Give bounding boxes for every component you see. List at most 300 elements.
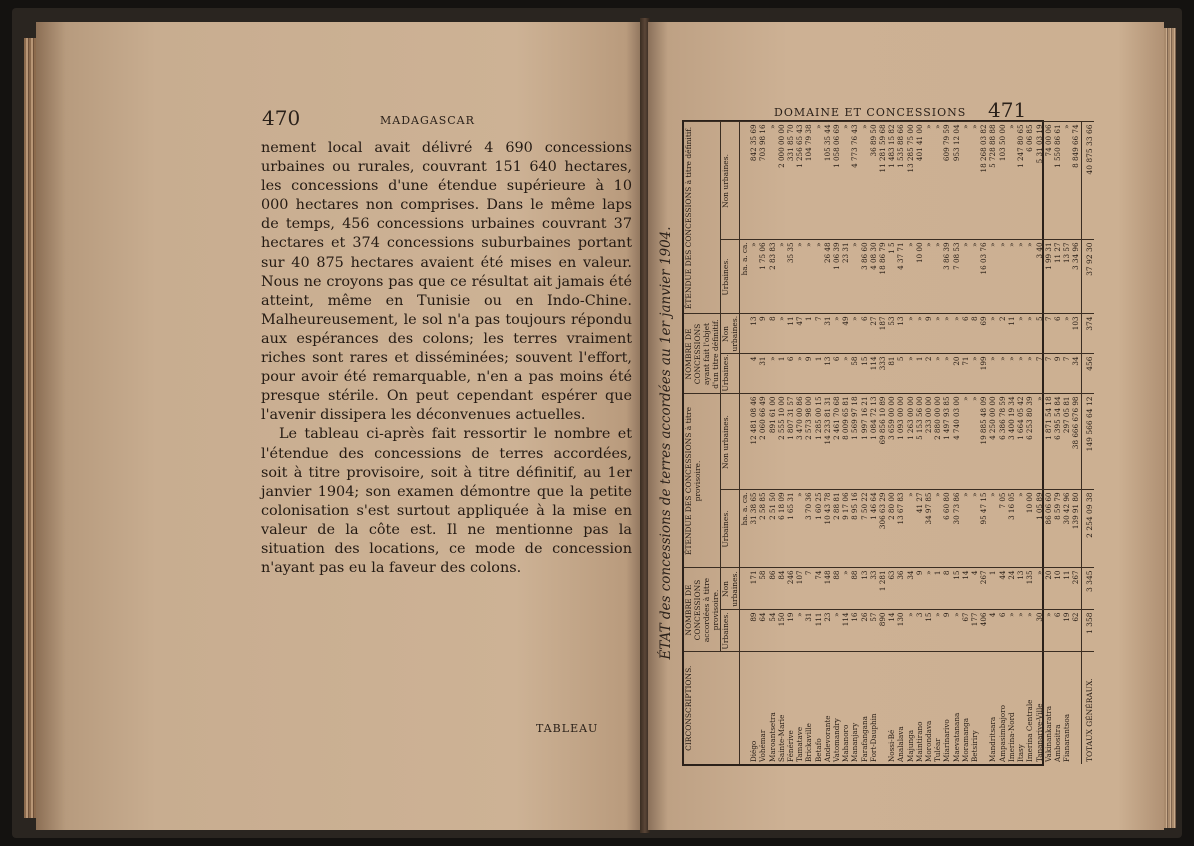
table-cell: 233 00 00 xyxy=(924,394,933,490)
table-cell: 13 xyxy=(860,568,869,610)
table-row xyxy=(823,122,832,764)
left-page xyxy=(36,22,642,830)
table-cell: 4 xyxy=(988,610,997,652)
subtotal-cell: 333 xyxy=(878,354,887,394)
table-row xyxy=(887,122,896,764)
totals-label: TOTAUX GÉNÉRAUX. xyxy=(1081,652,1094,764)
subtotal-cell: 267 xyxy=(1071,568,1081,610)
table-cell: 3 70 36 xyxy=(804,490,813,568)
table-cell: 4 773 76 43 xyxy=(850,122,859,240)
table-cell: 6 xyxy=(1053,610,1062,652)
table-cell: 88 xyxy=(832,568,841,610)
table-row xyxy=(924,122,933,764)
district-name: Analalava xyxy=(896,652,905,764)
table-cell: 150 xyxy=(777,610,786,652)
table-cell: 7 xyxy=(1044,314,1053,354)
subtotal-cell: 8 849 66 74 xyxy=(1071,122,1081,240)
table-cell: » xyxy=(906,314,915,354)
table-cell: 331 85 70 xyxy=(786,122,795,240)
table-cell: » xyxy=(1062,314,1071,354)
table-cell: 171 xyxy=(749,568,758,610)
table-row xyxy=(970,122,979,764)
table-cell: » xyxy=(933,490,942,568)
table-cell: » xyxy=(768,122,777,240)
table-cell: 2 xyxy=(924,354,933,394)
table-row xyxy=(1016,122,1025,764)
district-name: Vatomandry xyxy=(832,652,841,764)
table-cell: 1 285 00 15 xyxy=(814,394,823,490)
table-cell: 2 060 66 49 xyxy=(758,394,767,490)
table-cell: 13 285 75 00 xyxy=(906,122,915,240)
district-name: Fianarantsoa xyxy=(1062,652,1071,764)
table-row xyxy=(1053,122,1062,764)
table-cell: 30 73 86 xyxy=(952,490,961,568)
total-cell: 149 566 64 12 xyxy=(1081,394,1094,490)
district-name: Tamatave xyxy=(795,652,804,764)
subtotal-cell: 406 xyxy=(979,610,988,652)
table-cell: 1 xyxy=(777,354,786,394)
subtotal-cell: 11 281 59 68 xyxy=(878,122,887,240)
table-cell: 10 43 78 xyxy=(823,490,832,568)
table-cell: 9 xyxy=(758,314,767,354)
table-cell: » xyxy=(998,354,1007,394)
table-cell: 14 233 81 31 xyxy=(823,394,832,490)
district-name: Moramanga xyxy=(961,652,970,764)
table-cell: 4 08 30 xyxy=(869,240,878,314)
table-cell: » xyxy=(1025,314,1034,354)
district-name: Betsiriry xyxy=(970,652,979,764)
table-cell: » xyxy=(906,354,915,394)
table-cell: 27 xyxy=(869,314,878,354)
district-name: Nossi-Bé xyxy=(887,652,896,764)
table-cell: 1 46 64 xyxy=(869,490,878,568)
table-cell: 3 16 05 xyxy=(1007,490,1016,568)
table-cell: 74 00 06 xyxy=(1044,122,1053,240)
subtotal-cell: 187 xyxy=(878,314,887,354)
table-cell: 3 659 00 00 xyxy=(887,394,896,490)
subtotal-spacer xyxy=(979,652,988,764)
table-cell: » xyxy=(1035,394,1044,490)
table-row xyxy=(804,122,813,764)
table-cell: » xyxy=(1007,610,1016,652)
table-caption: ÉTAT des concessions de terres accordées au 1er janvier 1904. xyxy=(658,226,674,660)
table-cell: 3 xyxy=(915,610,924,652)
table-cell: 8 009 65 81 xyxy=(841,394,850,490)
paragraph-2: Le tableau ci-après fait ressortir le nombre et l'étendue des concessions de terres accordées, soit à titre provisoire, soit à titre définitif, au 1er janvier 1904; son examen démontre que la petite colonisation s'est surtout appliquée à la mise en valeur de la côte est. Il ne mentionne pas la situation des locations, ce mode de concession n'ayant pas eu la faveur des colons. xyxy=(261,426,632,577)
table-cell: 1 99 31 xyxy=(1044,240,1053,314)
table-cell: 1 263 00 00 xyxy=(906,394,915,490)
running-head-left: MADAGASCAR xyxy=(380,114,475,127)
table-cell: 31 38 65 xyxy=(749,490,758,568)
table-cell: 13 67 83 xyxy=(896,490,905,568)
table-cell: » xyxy=(1016,240,1025,314)
table-cell: 1 5 xyxy=(887,240,896,314)
table-row xyxy=(998,122,1007,764)
header-nombre-provisoire: NOMBRE DE CONCESSIONS accordées à titre provisoire. xyxy=(684,568,721,652)
table-cell: 63 xyxy=(887,568,896,610)
table-cell: 19 xyxy=(1062,610,1071,652)
table-cell: » xyxy=(988,314,997,354)
total-cell: 3 345 xyxy=(1081,568,1094,610)
table-cell: » xyxy=(988,240,997,314)
table-cell: 2 000 00 00 xyxy=(777,122,786,240)
table-cell: » xyxy=(933,122,942,240)
table-cell: 1 483 15 82 xyxy=(887,122,896,240)
subtotal-spacer xyxy=(878,652,887,764)
district-name: Maroantsetra xyxy=(768,652,777,764)
table-row xyxy=(814,122,823,764)
table-cell: 41 27 xyxy=(915,490,924,568)
table-cell: 2 58 85 xyxy=(758,490,767,568)
table-cell: 58 xyxy=(850,354,859,394)
table-cell: 54 xyxy=(768,610,777,652)
subheader-non-urbaines: Non urbaines. xyxy=(721,314,740,354)
table-cell: 4 250 00 00 xyxy=(988,394,997,490)
district-name: Imerina Centrale xyxy=(1025,652,1034,764)
table-cell: 4 740 03 00 xyxy=(952,394,961,490)
table-row xyxy=(1007,122,1016,764)
table-cell: 609 79 59 xyxy=(942,122,951,240)
table-cell: 1 807 31 57 xyxy=(786,394,795,490)
district-name: Tuléar xyxy=(933,652,942,764)
header-circonscriptions: CIRCONSCRIPTIONS. xyxy=(684,652,740,764)
table-row xyxy=(906,122,915,764)
table-cell: 2 573 98 00 xyxy=(804,394,813,490)
table-cell: 9 xyxy=(942,610,951,652)
table-cell: 5 xyxy=(1035,314,1044,354)
table-cell: » xyxy=(795,490,804,568)
table-cell: 14 xyxy=(961,568,970,610)
table-cell: 31 xyxy=(758,354,767,394)
table-cell: 953 12 04 xyxy=(952,122,961,240)
table-cell: 2 83 83 xyxy=(768,240,777,314)
district-name: Ampasimbajoro xyxy=(998,652,1007,764)
table-cell: » xyxy=(970,394,979,490)
table-cell: » xyxy=(970,354,979,394)
subtotal-cell: 95 47 15 xyxy=(979,490,988,568)
table-cell: 130 xyxy=(896,610,905,652)
table-cell: 3 86 60 xyxy=(860,240,869,314)
table-cell: 36 89 50 xyxy=(869,122,878,240)
table-cell: 16 xyxy=(850,610,859,652)
table-cell: 3 400 19 34 xyxy=(1007,394,1016,490)
subheader-urbaines: Urbaines. xyxy=(721,354,740,394)
district-name: Itasy xyxy=(1016,652,1025,764)
table-cell: 891 61 00 xyxy=(768,394,777,490)
table-cell: 34 97 85 xyxy=(924,490,933,568)
table-cell: » xyxy=(924,240,933,314)
table-cell: 6 395 54 84 xyxy=(1053,394,1062,490)
table-row xyxy=(749,122,758,764)
table-cell: 1 xyxy=(814,354,823,394)
district-name: Vakinankaratra xyxy=(1044,652,1053,764)
table-row xyxy=(768,122,777,764)
table-cell: 246 xyxy=(786,568,795,610)
table-cell: 7 05 xyxy=(998,490,1007,568)
table-cell: 1 xyxy=(988,568,997,610)
table-cell: 11 xyxy=(1007,314,1016,354)
table-cell: 64 xyxy=(758,610,767,652)
table-cell: 67 xyxy=(961,610,970,652)
table-cell: 6 06 85 xyxy=(1025,122,1034,240)
table-cell: 6 xyxy=(860,314,869,354)
table-cell: 7 xyxy=(1062,354,1071,394)
total-cell: 374 xyxy=(1081,314,1094,354)
table-row xyxy=(869,122,878,764)
table-row xyxy=(1025,122,1034,764)
district-name: Mandritsara xyxy=(988,652,997,764)
total-cell: 456 xyxy=(1081,354,1094,394)
table-cell: » xyxy=(1007,122,1016,240)
table-cell: » xyxy=(952,314,961,354)
table-cell: 1 247 80 65 xyxy=(1016,122,1025,240)
table-cell: 89 xyxy=(749,610,758,652)
subtotal-cell: 1 281 xyxy=(878,568,887,610)
table-row xyxy=(832,122,841,764)
table-cell: » xyxy=(924,568,933,610)
table-cell: 9 xyxy=(915,568,924,610)
table-cell: 34 xyxy=(906,568,915,610)
table-cell: 6 xyxy=(998,610,1007,652)
table-row xyxy=(942,122,951,764)
table-cell: 58 xyxy=(758,568,767,610)
subheader-non-urbaines: Non urbaines. xyxy=(721,394,740,490)
table-row xyxy=(933,122,942,764)
table-cell: 3 470 00 86 xyxy=(795,394,804,490)
table-cell: 1 871 54 18 xyxy=(1044,394,1053,490)
district-name: Mananjary xyxy=(850,652,859,764)
table-cell: » xyxy=(1025,240,1034,314)
table-cell: » xyxy=(841,568,850,610)
table-cell: » xyxy=(970,122,979,240)
table-cell: » xyxy=(777,240,786,314)
district-name: Betafo xyxy=(814,652,823,764)
open-book xyxy=(12,8,1182,838)
table-cell: 401 41 00 xyxy=(915,122,924,240)
table-cell: 1 60 25 xyxy=(814,490,823,568)
table-cell: » xyxy=(988,490,997,568)
table-cell: 1 75 06 xyxy=(758,240,767,314)
table-cell: 103 50 00 xyxy=(998,122,1007,240)
table-cell: 57 xyxy=(869,610,878,652)
table-cell: 7 xyxy=(814,314,823,354)
subtotal-cell: 18 268 03 82 xyxy=(979,122,988,240)
table-cell: 9 xyxy=(1053,354,1062,394)
table-cell: 1 06 39 xyxy=(832,240,841,314)
table-cell: 1 256 65 43 xyxy=(795,122,804,240)
running-head-right: DOMAINE ET CONCESSIONS xyxy=(774,106,967,119)
table-cell: » xyxy=(1025,354,1034,394)
table-cell: » xyxy=(933,354,942,394)
subtotal-row xyxy=(1071,122,1081,764)
table-cell: » xyxy=(768,354,777,394)
table-cell: 135 xyxy=(1025,568,1034,610)
table-cell: » xyxy=(795,240,804,314)
table-cell: 114 xyxy=(869,354,878,394)
table-cell: » xyxy=(841,354,850,394)
subtotal-row xyxy=(979,122,988,764)
table-cell: 12 481 08 46 xyxy=(749,394,758,490)
table-cell: 4 xyxy=(749,354,758,394)
totals-row xyxy=(1081,122,1094,764)
table-cell: » xyxy=(832,610,841,652)
subtotal-cell: 69 xyxy=(979,314,988,354)
table-cell: 4 xyxy=(970,568,979,610)
table-cell: 2 xyxy=(998,314,1007,354)
district-name: Vohémar xyxy=(758,652,767,764)
table-cell: » xyxy=(749,240,758,314)
table-cell: » xyxy=(970,490,979,568)
total-cell: 37 92 30 xyxy=(1081,240,1094,314)
table-cell: 2 51 50 xyxy=(768,490,777,568)
concessions-table xyxy=(684,121,1094,764)
rotated-table xyxy=(684,122,1094,764)
district-name: Diégo xyxy=(749,652,758,764)
subheader-urbaines: Urbaines. xyxy=(721,240,740,314)
district-name: Andevorante xyxy=(823,652,832,764)
table-cell: 5 31 03 19 xyxy=(1035,122,1044,240)
table-cell: » xyxy=(988,354,997,394)
table-cell: 3 86 39 xyxy=(942,240,951,314)
table-cell: 2 80 00 xyxy=(887,490,896,568)
subtotal-row xyxy=(878,122,887,764)
table-cell: 1 xyxy=(915,354,924,394)
table-cell: » xyxy=(933,314,942,354)
table-cell: 1 65 31 xyxy=(786,490,795,568)
body-text xyxy=(261,139,632,578)
subtotal-cell: 199 xyxy=(979,354,988,394)
table-cell: » xyxy=(850,314,859,354)
table-cell: » xyxy=(1016,314,1025,354)
paragraph-1: nement local avait délivré 4 690 concessions urbaines ou rurales, couvrant 151 640 hectares, les concessions d'une étendue supérieure à 10 000 hectares non comprises. Dans le même laps de temps, 456 concessions urbaines couvrant 37 hectares et 374 concessions suburbaines portant sur 40 875 hectares avaient été mises en valeur. Nous ne croyons pas que ce résultat ait jamais été atteint, même en Tunisie ou en Indo-Chine. Malheureusement, le sol n'a pas toujours répondu aux espérances des colons; les terres vraiment riches sont rares et disséminées; souvent l'effort, pour avoir été remarquable, n'en a pas moins été presque stérile. On peut cependant espérer que l'avenir dissipera les déconvenues actuelles. xyxy=(261,140,632,424)
table-cell: 13 57 xyxy=(1062,240,1071,314)
table-cell: 49 xyxy=(841,314,850,354)
table-cell: 13 xyxy=(896,314,905,354)
table-cell: 8 xyxy=(768,314,777,354)
table-cell: 11 xyxy=(786,314,795,354)
table-cell: 1 569 97 18 xyxy=(850,394,859,490)
table-cell: 7 xyxy=(804,568,813,610)
table-cell: 1 xyxy=(933,568,942,610)
table-cell: 2 880 00 00 xyxy=(933,394,942,490)
table-cell: 88 xyxy=(850,568,859,610)
subtotal-cell: 306 63 29 xyxy=(878,490,887,568)
total-cell: 1 358 xyxy=(1081,610,1094,652)
table-cell: » xyxy=(832,314,841,354)
table-cell: 30 42 96 xyxy=(1062,490,1071,568)
table-cell: 6 xyxy=(786,354,795,394)
table-cell: » xyxy=(804,240,813,314)
table-cell: » xyxy=(1007,240,1016,314)
table-cell: » xyxy=(850,240,859,314)
catchword: TABLEAU xyxy=(536,722,599,735)
table-row xyxy=(952,122,961,764)
table-cell: 8 xyxy=(942,568,951,610)
table-cell: 6 253 80 39 xyxy=(1025,394,1034,490)
table-cell: » xyxy=(998,240,1007,314)
table-cell: » xyxy=(1035,568,1044,610)
table-cell: 1 xyxy=(804,314,813,354)
table-row xyxy=(1035,122,1044,764)
table-cell: 1 664 05 42 xyxy=(1016,394,1025,490)
table-row xyxy=(961,122,970,764)
table-cell: 4 37 71 xyxy=(896,240,905,314)
table-cell: 86 06 60 xyxy=(1044,490,1053,568)
table-cell: 2 88 81 xyxy=(832,490,841,568)
table-row xyxy=(860,122,869,764)
table-cell: » xyxy=(1062,122,1071,240)
table-cell: 31 xyxy=(823,314,832,354)
table-cell: » xyxy=(952,610,961,652)
table-cell: 1 093 00 00 xyxy=(896,394,905,490)
table-cell: 35 35 xyxy=(786,240,795,314)
table-cell: 703 98 16 xyxy=(758,122,767,240)
table-cell: 3 40 xyxy=(1035,240,1044,314)
table-cell: 842 35 69 xyxy=(749,122,758,240)
table-cell: 53 xyxy=(887,314,896,354)
table-row xyxy=(896,122,905,764)
table-row xyxy=(777,122,786,764)
table-cell: 107 xyxy=(795,568,804,610)
table-cell: 7 xyxy=(1035,354,1044,394)
district-name: Imerina-Nord xyxy=(1007,652,1016,764)
table-cell: 6 xyxy=(1053,314,1062,354)
table-cell: 1 058 06 69 xyxy=(832,122,841,240)
subheader-urbaines: Urbaines. xyxy=(721,490,740,568)
table-cell: 111 xyxy=(814,610,823,652)
district-name: Maevatanana xyxy=(952,652,961,764)
subtotal-cell: 69 856 10 89 xyxy=(878,394,887,490)
table-row xyxy=(841,122,850,764)
table-cell: 1 084 72 13 xyxy=(869,394,878,490)
table-cell: 13 xyxy=(823,354,832,394)
subheader-non-urbaines: Non urbaines. xyxy=(721,568,740,610)
table-cell: 1 497 93 85 xyxy=(942,394,951,490)
table-cell: 24 xyxy=(1007,568,1016,610)
table-caption-holder xyxy=(656,123,676,763)
table-cell: 19 xyxy=(786,610,795,652)
table-cell: » xyxy=(961,394,970,490)
subheader-urbaines: Urbaines. xyxy=(721,610,740,652)
table-cell: 5 728 88 88 xyxy=(988,122,997,240)
table-cell: 71 xyxy=(961,354,970,394)
table-cell: 1 535 88 66 xyxy=(896,122,905,240)
table-cell: 5 xyxy=(896,354,905,394)
subtotal-cell: 16 03 76 xyxy=(979,240,988,314)
subtotal-cell: 38 666 676 98 xyxy=(1071,394,1081,490)
table-cell: » xyxy=(1016,354,1025,394)
subtotal-cell: 103 xyxy=(1071,314,1081,354)
subtotal-cell: 62 xyxy=(1071,610,1081,652)
district-name: Maintirano xyxy=(915,652,924,764)
table-cell: 7 08 53 xyxy=(952,240,961,314)
table-cell: 23 xyxy=(823,610,832,652)
table-row xyxy=(850,122,859,764)
table-cell: » xyxy=(1016,610,1025,652)
table-cell: 11 27 xyxy=(1053,240,1062,314)
table-row xyxy=(915,122,924,764)
table-cell: 177 xyxy=(970,610,979,652)
table-cell: 10 xyxy=(1053,568,1062,610)
table-row xyxy=(988,122,997,764)
subtotal-cell: 267 xyxy=(979,568,988,610)
subtotal-cell: 3 34 96 xyxy=(1071,240,1081,314)
district-name: Miarinarivo xyxy=(942,652,951,764)
table-cell: 7 xyxy=(1044,354,1053,394)
header-nombre-definitif: NOMBRE DE CONCESSIONS ayant fait l'objet d'un titre définitif. xyxy=(684,314,721,394)
total-cell: 2 254 09 38 xyxy=(1081,490,1094,568)
table-cell: » xyxy=(970,240,979,314)
